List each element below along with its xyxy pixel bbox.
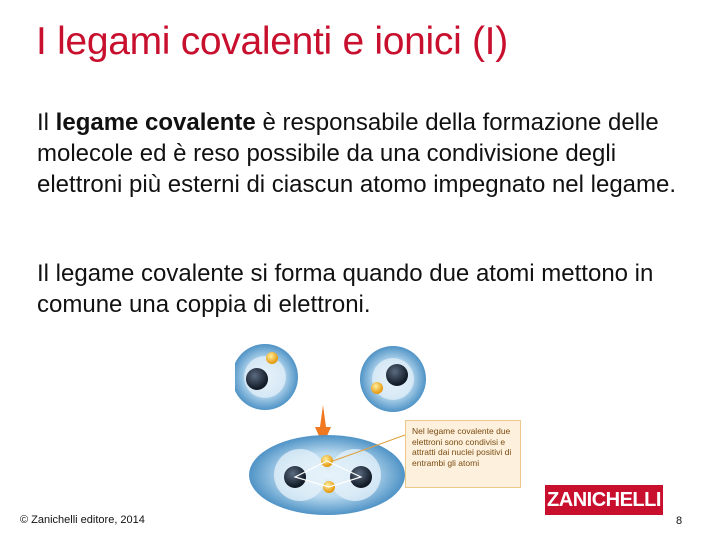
paragraph1-rest: è responsabile della formazione delle molecole ed è reso possibile da una condivisione degli elettroni più esterni di ciascun atomo impegnato nel legame. — [37, 109, 677, 198]
figure-caption-note: Nel legame covalente due elettroni sono condivisi e attratti dai nuclei positivi di entrambi gli atomi — [405, 420, 521, 488]
paragraph1-bold-term: legame covalente — [55, 109, 256, 136]
atom-left — [235, 344, 298, 410]
paragraph1-lead: Il — [37, 109, 56, 136]
slide-title: I legami covalenti e ionici (I) — [36, 20, 508, 63]
paragraph-covalent-formation: Il legame covalente si forma quando due atomi mettono in comune una coppia di elettroni. — [37, 260, 654, 318]
page-number: 8 — [676, 515, 683, 527]
footer-copyright: © Zanichelli editore, 2014 — [20, 514, 145, 526]
paragraph-covalent-definition — [37, 107, 677, 200]
atom-right — [360, 346, 426, 412]
molecule-bonded — [249, 435, 405, 515]
zanichelli-logo: ZANICHELLI — [545, 485, 663, 515]
